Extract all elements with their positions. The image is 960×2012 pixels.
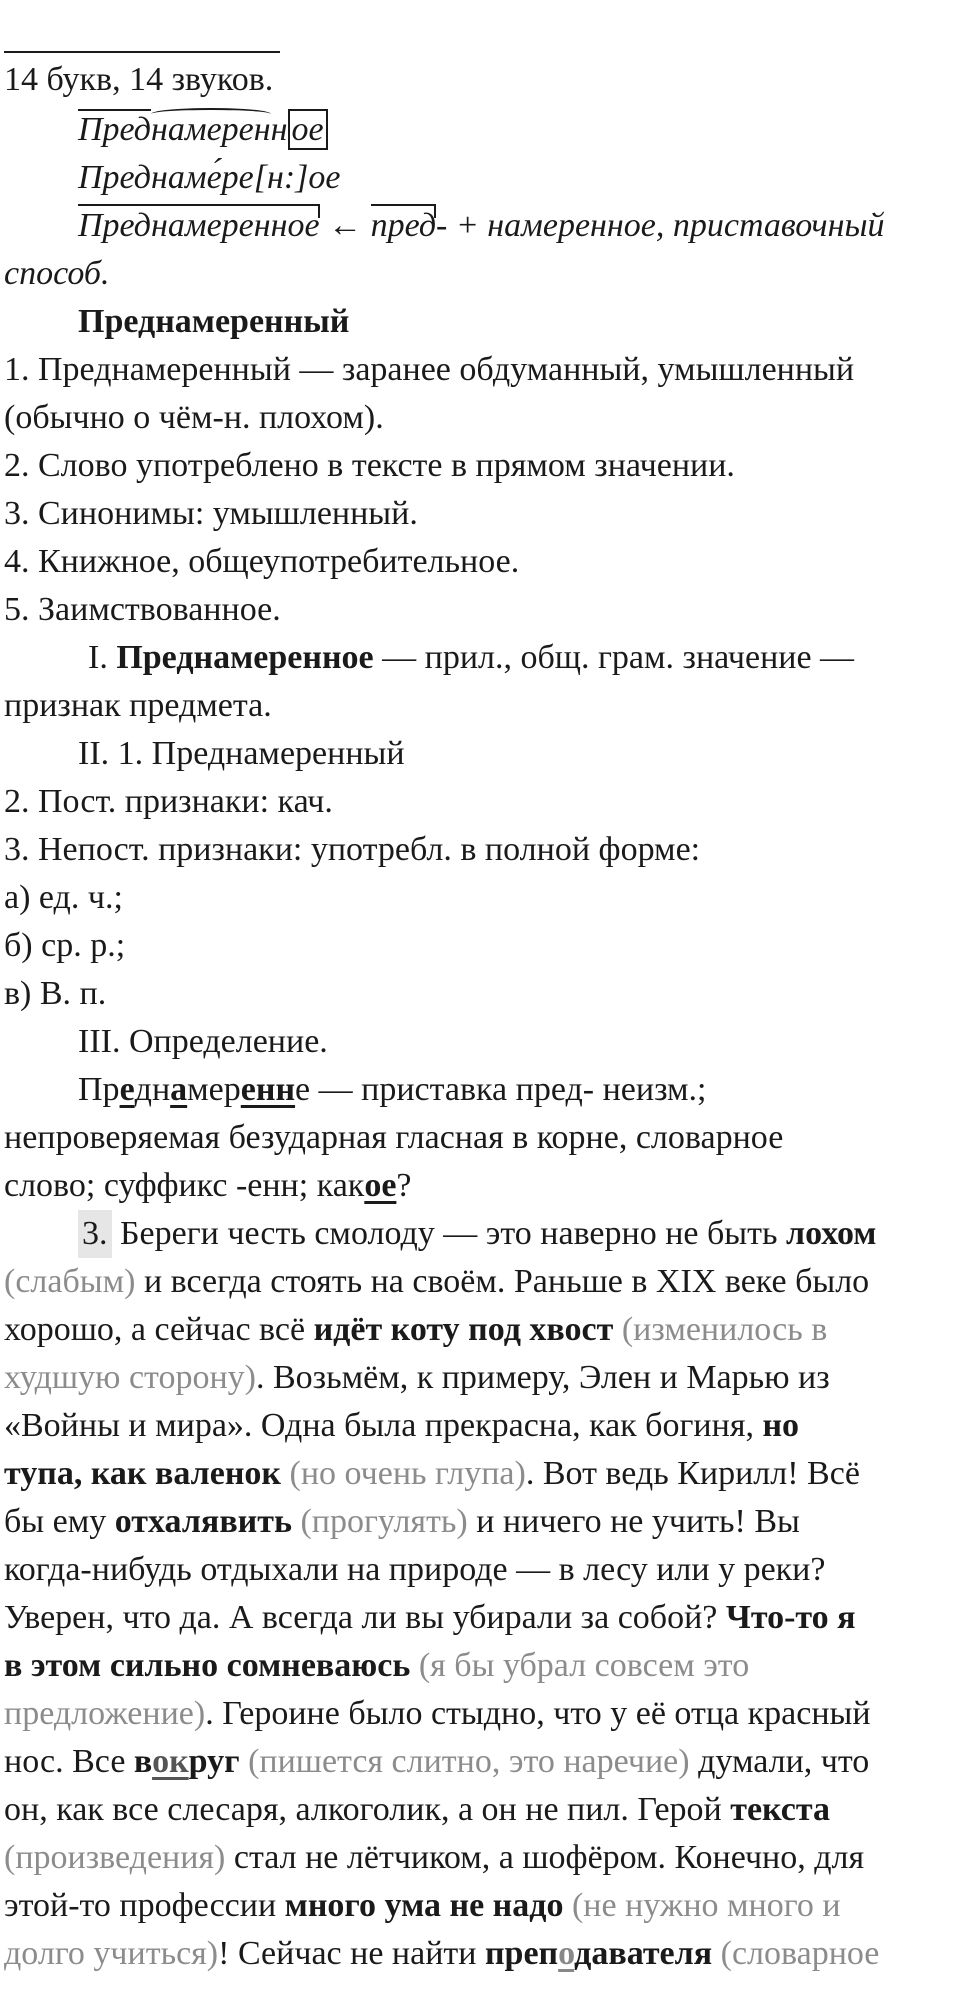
derivation-line [78,202,884,250]
task3-line [4,1738,869,1786]
task3-line [4,1642,749,1690]
task3-line [78,1210,876,1258]
letters-sounds-count: 14 букв, 14 звуков. [4,61,274,98]
morphemic-parse [78,106,328,154]
lexical-heading-text: Преднамеренный [78,303,350,340]
morph-section-i-line2: признак предмета. [4,687,272,724]
explanation: долго учиться) [4,1935,219,1972]
orthogram-mark: ок [152,1743,189,1780]
ending-box: ое [288,109,328,150]
orthogram-part: дн [134,1071,171,1108]
highlighted-phrase: в [133,1743,153,1780]
prefix-mark: Пред [78,111,151,148]
task3-line [4,1258,869,1306]
highlighted-phrase: тупа, как валенок [4,1455,282,1492]
explanation: худшую сторону) [4,1359,256,1396]
section-number: I. [88,639,117,676]
highlighted-phrase: текста [730,1791,831,1828]
task3-line [4,1354,830,1402]
orthogram-line-2: непроверяемая безударная гласная в корне, словарное [4,1119,784,1156]
orthogram-mark: ое [364,1167,397,1204]
explanation: (слабым) [4,1263,136,1300]
task3-line: когда-нибудь отдыхали на природе — в лесу или у реки? [4,1551,826,1588]
morph-item: 3. Непост. признаки: употребл. в полной форме: [4,831,701,868]
derivation-line-2: способ. [4,255,110,292]
text: он, как все слесаря, алкоголик, а он не пил. Герой [4,1791,731,1828]
text: . Героине было стыдно, что у её отца красный [205,1695,871,1732]
section-rest: — прил., общ. грам. значение — [373,639,855,676]
morph-item: 2. Пост. признаки: кач. [4,783,333,820]
task3-line [4,1402,799,1450]
explanation: (словарное [712,1935,880,1972]
orthogram-line [78,1066,707,1114]
morph-section-i [88,634,854,682]
highlighted-phrase: давателя [574,1935,713,1972]
highlighted-phrase: в этом сильно сомневаюсь [4,1647,411,1684]
text: «Войны и мира». Одна была прекрасна, как богиня, [4,1407,763,1444]
highlighted-phrase: руг [188,1743,240,1780]
text: . Вот ведь Кирилл! Всё [525,1455,860,1492]
orthogram-mark: енн [240,1071,296,1108]
text: ! Сейчас не найти [218,1935,485,1972]
section-word: Преднамеренное [116,639,374,676]
task3-line [4,1690,871,1738]
task3-line [4,1882,841,1930]
highlighted-phrase: много ума не надо [284,1887,564,1924]
root-mark: намерен [151,106,271,154]
derivation-prefix: пред [371,202,436,250]
highlighted-phrase: лохом [786,1215,877,1252]
text: и всегда стоять на своём. Раньше в XIX веке было [135,1263,870,1300]
morph-section-iii: III. Определение. [78,1023,328,1060]
text: думали, что [689,1743,870,1780]
task3-line [4,1834,864,1882]
lexical-item: (обычно о чём-н. плохом). [4,399,384,436]
text: стал не лётчиком, а шофёром. Конечно, для [225,1839,865,1876]
orthogram-mark: а [170,1071,188,1108]
text: бы ему [4,1503,115,1540]
text: . Возьмём, к примеру, Элен и Марью из [255,1359,830,1396]
lexical-item: 2. Слово употреблено в тексте в прямом значении. [4,447,735,484]
text: Уверен, что да. А всегда ли вы убирали за собой? [4,1599,726,1636]
text: нос. Все [4,1743,134,1780]
task3-line [4,1594,856,1642]
text: хорошо, а сейчас всё [4,1311,314,1348]
lexical-item: 4. Книжное, общеупотребительное. [4,543,520,580]
orthogram-line-3 [4,1162,412,1210]
task3-line [4,1786,830,1834]
orthogram-part: ? [396,1167,412,1204]
derivation-arrow: ← [319,207,371,244]
task3-line [4,1498,800,1546]
explanation: (я бы убрал совсем это [410,1647,750,1684]
orthogram-part: слово; суффикс -енн; как [4,1167,365,1204]
text: Береги честь смолоду — это наверно не быть [111,1215,787,1252]
highlighted-phrase: преп [484,1935,559,1972]
lexical-item: 5. Заимствованное. [4,591,281,628]
explanation: (прогулять) [291,1503,468,1540]
highlighted-phrase: отхалявить [114,1503,292,1540]
suffix-letter: н [270,111,288,148]
morph-item: в) В. п. [4,975,107,1012]
orthogram-part: Пр [78,1071,120,1108]
text: и ничего не учить! Вы [467,1503,800,1540]
lexical-item: 3. Синонимы: умышленный. [4,495,418,532]
footnote-rule [4,51,280,53]
orthogram-part: мер [187,1071,241,1108]
highlighted-phrase: но [762,1407,800,1444]
morph-section-ii: II. 1. Преднамеренный [78,735,405,772]
derivation-word: Преднамеренное [78,202,320,250]
lexical-item: 1. Преднамеренный — заранее обдуманный, умышленный [4,351,855,388]
morph-item: б) ср. р.; [4,927,126,964]
highlighted-phrase: идёт коту под хвост [313,1311,614,1348]
morph-item: а) ед. ч.; [4,879,123,916]
transcription: Преднаме́ре[н:]ое [78,159,341,196]
explanation: (не нужно много и [563,1887,841,1924]
orthogram-rest: — приставка пред- неизм.; [310,1071,707,1108]
task-number: 3. [78,1210,112,1258]
task3-line [4,1930,879,1978]
derivation-rest: - + намеренное, приставочный [436,207,885,244]
explanation: (изменилось в [613,1311,828,1348]
lexical-heading [78,298,349,346]
orthogram-mark: е [119,1071,135,1108]
task3-line [4,1306,827,1354]
orthogram-mark: о [558,1935,575,1972]
explanation: (пишется слитно, это наречие) [239,1743,690,1780]
text: этой-то профессии [4,1887,285,1924]
explanation: предложение) [4,1695,206,1732]
explanation: (произведения) [4,1839,226,1876]
task3-line [4,1450,860,1498]
highlighted-phrase: Что-то я [725,1599,856,1636]
orthogram-part: е [295,1071,311,1108]
explanation: (но очень глупа) [281,1455,526,1492]
